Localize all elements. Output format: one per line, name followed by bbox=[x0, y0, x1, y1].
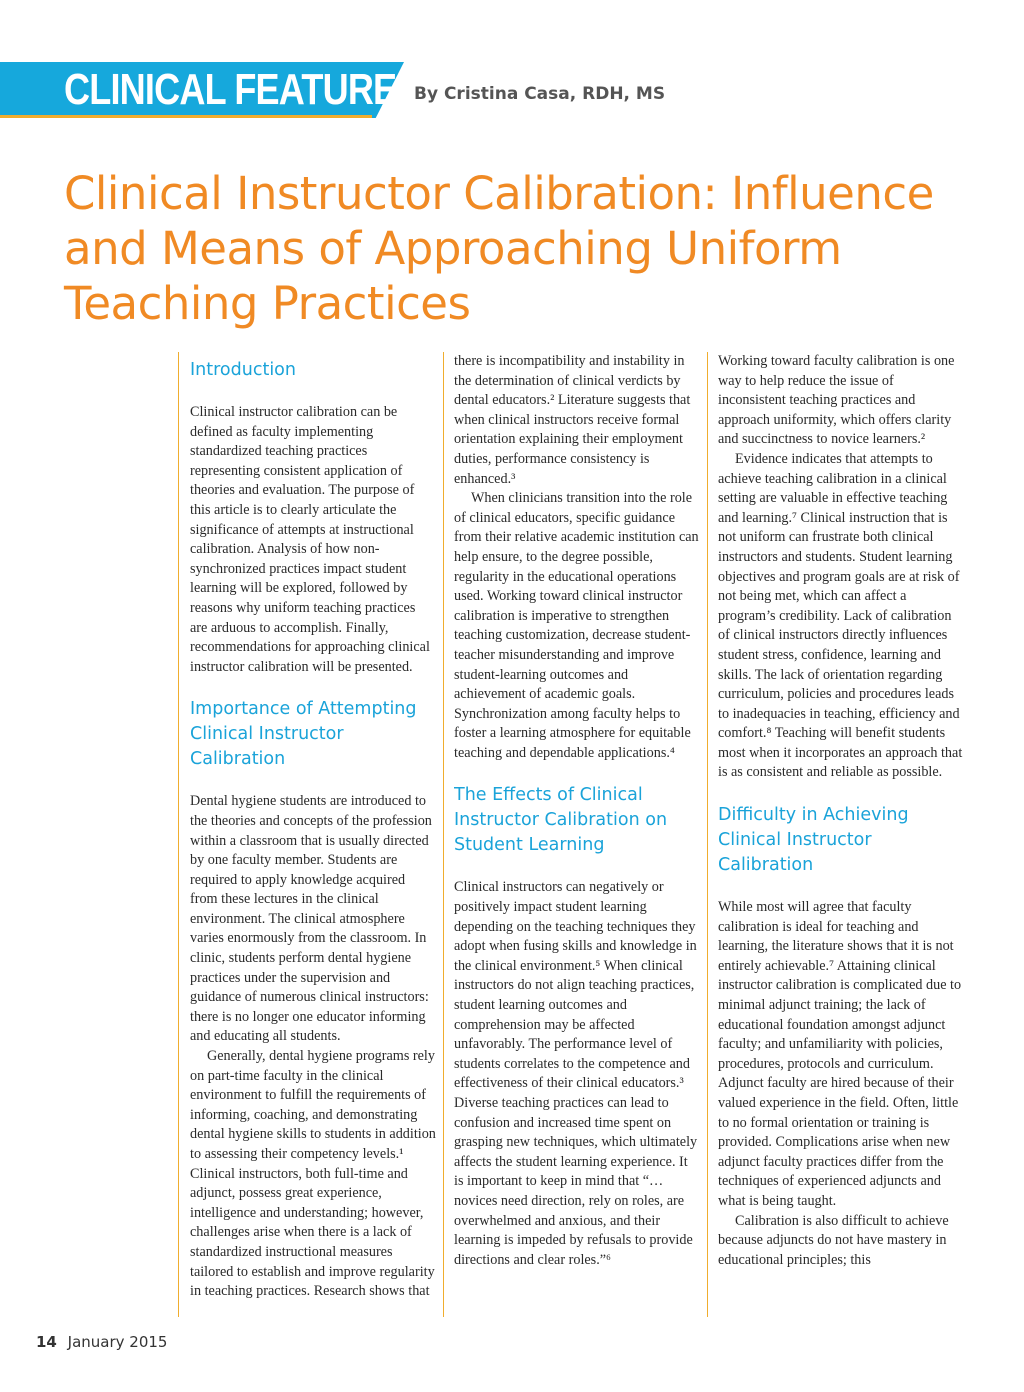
section-heading-introduction: Introduction bbox=[190, 360, 296, 380]
paragraph: Evidence indicates that attempts to achieve teaching calibration in a clinical setting are valuable in effective teaching and learning.⁷ Clinical instruction that is not uniform can frustrate both clinical instructors and students. Student learning objectives and program goals are at risk of not being met, which can affect a program’s credibility. Lack of calibration of clinical instructors directly influences student stress, confidence, learning and skills. The lack of orientation regarding curriculum, policies and procedures leads to inadequacies in teaching, efficiency and comfort.⁸ Teaching will benefit students most when it incorporates an approach that is as consistent and reliable as possible. bbox=[718, 450, 963, 781]
column-rule bbox=[707, 352, 708, 1317]
paragraph: Working toward faculty calibration is one way to help reduce the issue of inconsistent teaching practices and approach uniformity, which offers clarity and succinctness to novice learners.² bbox=[718, 353, 955, 448]
text-column-3 bbox=[718, 352, 964, 1317]
column-rule bbox=[178, 352, 179, 1317]
paragraph: While most will agree that faculty calibration is ideal for teaching and learning, the literature shows that it is not entirely achievable.⁷ Attaining clinical instructor calibration is complicated due to minimal adjunct training; the lack of educational foundation amongst adjunct faculty; and unfamiliarity with policies, procedures, protocols and curriculum. Adjunct faculty are hired because of their valued experience in the field. Often, little to no formal orientation or training is provided. Complications arise when new adjunct faculty practices differ from the techniques of experienced adjuncts and what is being taught. bbox=[718, 899, 962, 1209]
section-heading-effects: The Effects of Clinical Instructor Calibration on Student Learning bbox=[454, 785, 668, 856]
section-label: CLINICAL FEATURE bbox=[64, 65, 397, 114]
issue-date: January 2015 bbox=[67, 1333, 168, 1351]
paragraph: Clinical instructor calibration can be defined as faculty implementing standardized teaching practices representing consistent application of theories and evaluation. The purpose of this article is to clearly articulate the significance of attempts at instructional calibration. Analysis of how non-synchronized practices impact student learning will be explored, followed by reasons why uniform teaching practices are arduous to accomplish. Finally, recommendations for approaching clinical instructor calibration will be presented. bbox=[190, 404, 430, 675]
section-heading-difficulty: Difficulty in Achieving Clinical Instructor Calibration bbox=[718, 805, 909, 876]
paragraph: there is incompatibility and instability in the determination of clinical verdicts by dental educators.² Literature suggests that when clinical instructors receive formal orientation explaining their employment duties, performance consistency is enhanced.³ bbox=[454, 353, 691, 487]
paragraph: Generally, dental hygiene programs rely on part-time faculty in the clinical environment to fulfill the requirements of informing, coaching, and demonstrating dental hygiene skills to students in addition to assessing their competency levels.¹ Clinical instructors, both full-time and adjunct, possess great experience, intelligence and understanding; however, challenges arise when there is a lack of standardized instructional measures tailored to establish and improve regularity in teaching practices. Research shows that bbox=[190, 1048, 436, 1300]
text-column-2 bbox=[454, 352, 700, 1317]
section-heading-importance: Importance of Attempting Clinical Instructor Calibration bbox=[190, 699, 417, 770]
paragraph: Clinical instructors can negatively or positively impact student learning depending on the teaching techniques they adopt when fusing skills and knowledge in the clinical environment.⁵ When clinical instructors do not align teaching practices, student learning outcomes and comprehension may be affected unfavorably. The performance level of students correlates to the competence and effectiveness of their clinical educators.³ Diverse teaching practices can lead to confusion and increased time spent on grasping new techniques, which ultimately affects the student learning experience. It is important to keep in mind that “… novices need direction, rely on roles, are overwhelmed and anxious, and their learning is impeded by refusals to provide directions and clear roles.”⁶ bbox=[454, 879, 698, 1268]
paragraph: Dental hygiene students are introduced to the theories and concepts of the profession within a classroom that is usually directed by one faculty member. Students are required to apply knowledge acquired from these lectures in the clinical environment. The clinical atmosphere varies enormously from the classroom. In clinic, students perform dental hygiene practices under the supervision and guidance of numerous clinical instructors: there is no longer one educator informing and educating all students. bbox=[190, 793, 432, 1045]
page-footer bbox=[36, 1333, 167, 1351]
column-rule bbox=[443, 352, 444, 1317]
author-byline: By Cristina Casa, RDH, MS bbox=[414, 84, 666, 104]
article-title: Clinical Instructor Calibration: Influence and Means of Approaching Uniform Teaching Practices bbox=[64, 167, 934, 330]
page-number: 14 bbox=[36, 1333, 57, 1351]
text-column-1 bbox=[190, 352, 436, 1317]
paragraph: Calibration is also difficult to achieve because adjuncts do not have mastery in educational principles; this bbox=[718, 1212, 949, 1268]
paragraph: When clinicians transition into the role of clinical educators, specific guidance from their relative academic institution can help ensure, to the degree possible, regularity in the educational operations used. Working toward clinical instructor calibration is imperative to strengthen teaching customization, decrease student-teacher misunderstanding and improve student-learning outcomes and achievement of academic goals. Synchronization among faculty helps to foster a learning atmosphere for equitable teaching and dependable applications.⁴ bbox=[454, 490, 699, 761]
